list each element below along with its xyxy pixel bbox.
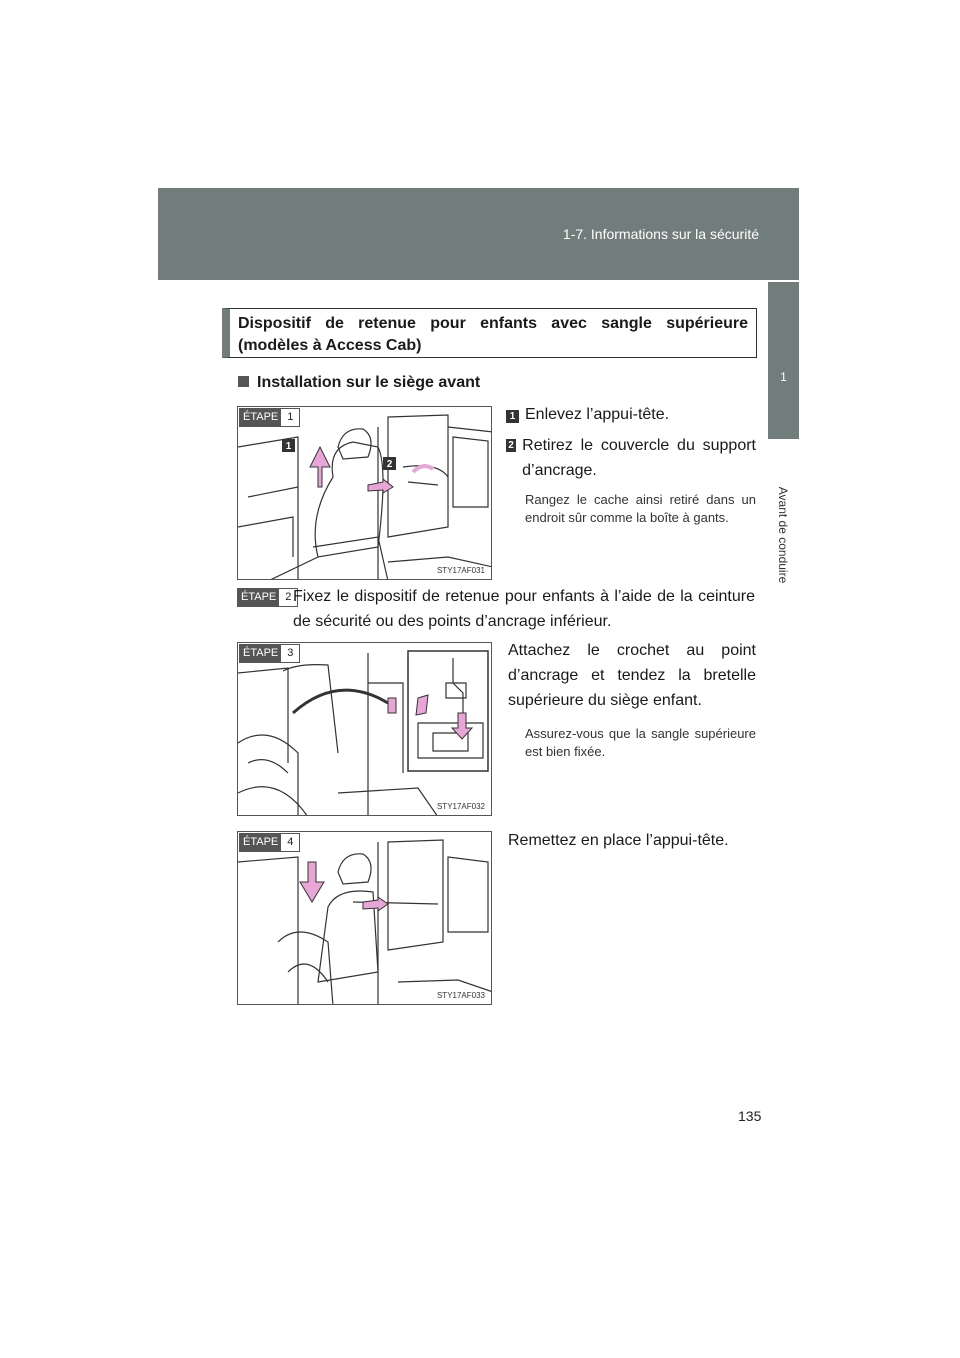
section-title: Dispositif de retenue pour enfants avec sangle supérieure (modèles à Access Cab) <box>238 315 748 354</box>
header-band <box>158 188 799 280</box>
step-badge-2: ÉTAPE 2 <box>237 588 298 607</box>
figure-code: STY17AF033 <box>436 991 485 1000</box>
step-1-item-2: 2 Retirez le couvercle du support d’ancrage. <box>506 433 756 483</box>
step-badge-3: ÉTAPE 3 <box>239 644 300 663</box>
step-badge-1: ÉTAPE 1 <box>239 408 300 427</box>
section-title-box <box>222 308 757 358</box>
step-3-note: Assurez-vous que la sangle supérieure est bien fixée. <box>525 726 756 759</box>
step-2-text: Fixez le dispositif de retenue pour enfants à l’aide de la ceinture de sécurité ou des points d’ancrage inférieur. <box>293 588 755 630</box>
figure-code: STY17AF032 <box>436 802 485 811</box>
step-3-text: Attachez le crochet au point d’ancrage et tendez la bretelle supérieure du siège enfant. Assurez-vous que la sangle supérieure est bien fixée. <box>508 642 756 759</box>
section-header: 1-7. Informations sur la sécurité <box>562 226 759 242</box>
chapter-number: 1 <box>780 370 787 384</box>
seat-illustration-1 <box>238 407 492 580</box>
seat-illustration-4 <box>238 832 492 1005</box>
svg-text:2: 2 <box>386 459 393 470</box>
chapter-tab <box>768 282 799 439</box>
square-bullet-icon <box>238 376 249 387</box>
figure-code: STY17AF031 <box>436 566 485 575</box>
figure-step-1 <box>237 406 492 580</box>
step-4-text: Remettez en place l’appui-tête. <box>508 832 729 849</box>
figure-step-3 <box>237 642 492 816</box>
page-number: 135 <box>738 1108 762 1124</box>
step-badge-4: ÉTAPE 4 <box>239 833 300 852</box>
subheading: Installation sur le siège avant <box>238 374 480 392</box>
step-1-item-1: 1 Enlevez l’appui-tête. <box>506 402 756 427</box>
step-1-note: Rangez le cache ainsi retiré dans un endroit sûr comme la boîte à gants. <box>525 492 756 525</box>
seat-illustration-3 <box>238 643 492 816</box>
figure-step-4 <box>237 831 492 1005</box>
step-1-text <box>506 402 756 527</box>
svg-text:1: 1 <box>285 441 292 452</box>
chapter-label: Avant de conduire <box>776 486 790 584</box>
